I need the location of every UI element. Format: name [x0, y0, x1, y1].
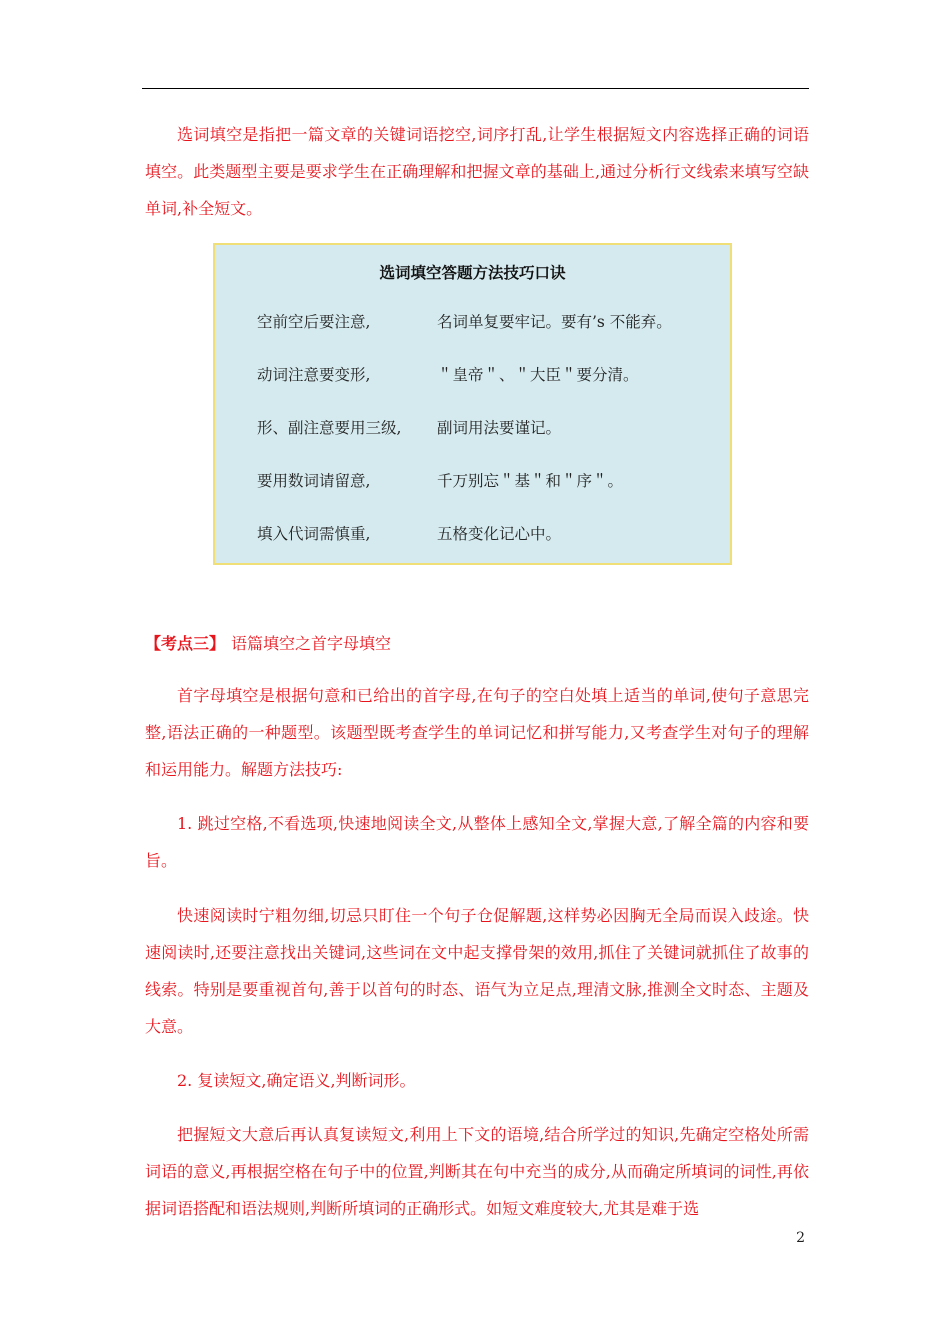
- intro-paragraph: 选词填空是指把一篇文章的关键词语挖空,词序打乱,让学生根据短文内容选择正确的词语填空。此类题型主要是要求学生在正确理解和把握文章的基础上,通过分析行文线索来填写空缺单词,补全短文。: [145, 125, 809, 218]
- tip-line-left: 填入代词需慎重,: [257, 525, 371, 543]
- body-paragraph: 1. 跳过空格,不看选项,快速地阅读全文,从整体上感知全文,掌握大意,了解全篇的内容和要旨。: [145, 814, 809, 870]
- tip-line-left: 空前空后要注意,: [257, 313, 371, 331]
- tip-line-right: 副词用法要谨记。: [437, 419, 562, 437]
- page-number: 2: [796, 1230, 805, 1246]
- tip-box: [213, 243, 732, 565]
- tip-line-right: 千万别忘＂基＂和＂序＂。: [437, 472, 624, 490]
- tip-line-left: 形、副注意要用三级,: [257, 419, 402, 437]
- section-heading: [145, 631, 391, 654]
- tip-line-left: 动词注意要变形,: [257, 366, 371, 384]
- body-paragraph: 2. 复读短文,确定语义,判断词形。: [177, 1071, 416, 1090]
- tip-line-right: 五格变化记心中。: [437, 525, 562, 543]
- body-paragraph: 首字母填空是根据句意和已给出的首字母,在句子的空白处填上适当的单词,使句子意思完整,语法正确的一种题型。该题型既考查学生的单词记忆和拼写能力,又考查学生对句子的理解和运用能力。解题方法技巧:: [145, 686, 809, 779]
- tip-line-left: 要用数词请留意,: [257, 472, 371, 490]
- header-rule: [142, 88, 809, 89]
- tip-line-right: ＂皇帝＂、＂大臣＂要分清。: [437, 366, 639, 384]
- tip-line-right: 名词单复要牢记。要有’s 不能弃。: [437, 313, 672, 331]
- section-tag: 【考点三】: [145, 634, 226, 653]
- body-paragraph: 快速阅读时宁粗勿细,切忌只盯住一个句子仓促解题,这样势必因胸无全局而误入歧途。快速阅读时,还要注意找出关键词,这些词在文中起支撑骨架的效用,抓住了关键词就抓住了故事的线索。特别是要重视首句,善于以首句的时态、语气为立足点,理清文脉,推测全文时态、主题及大意。: [145, 906, 809, 1036]
- section-title: 语篇填空之首字母填空: [231, 634, 392, 653]
- tip-box-title: 选词填空答题方法技巧口诀: [379, 263, 566, 282]
- body-paragraph: 把握短文大意后再认真复读短文,利用上下文的语境,结合所学过的知识,先确定空格处所需词语的意义,再根据空格在句子中的位置,判断其在句中充当的成分,从而确定所填词的词性,再依据词语搭配和语法规则,判断所填词的正确形式。如短文难度较大,尤其是难于选: [145, 1125, 809, 1218]
